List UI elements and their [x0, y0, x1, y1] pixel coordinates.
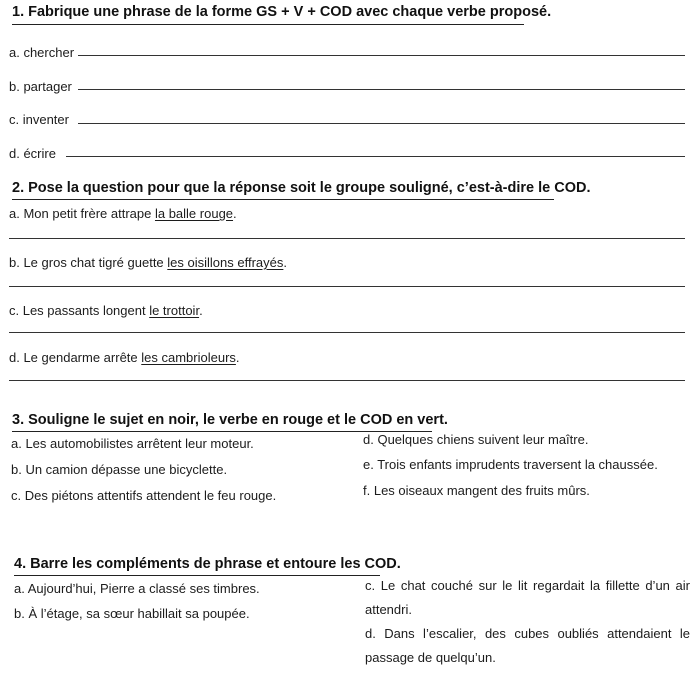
- exercise-1-label-c: c. inventer: [9, 112, 69, 127]
- underlined-cod: les cambrioleurs: [141, 350, 236, 365]
- answer-line-2b[interactable]: [9, 286, 685, 287]
- answer-line-2c[interactable]: [9, 332, 685, 333]
- sentence-text: a. Mon petit frère attrape: [9, 206, 155, 221]
- exercise-4-title: 4. Barre les compléments de phrase et entoure les COD.: [14, 556, 401, 572]
- answer-line-1b[interactable]: [78, 89, 685, 90]
- sentence-text: c. Les passants longent: [9, 303, 150, 318]
- exercise-4-title-underline: [14, 575, 380, 576]
- sentence-end: .: [283, 255, 287, 270]
- exercise-4-sentence-d: d. Dans l’escalier, des cubes oubliés attendaient le passage de quelqu’un.: [365, 626, 690, 665]
- underlined-cod: la balle rouge: [154, 206, 234, 221]
- answer-line-1c[interactable]: [78, 123, 685, 124]
- exercise-3-sentence-f: f. Les oiseaux mangent des fruits mûrs.: [363, 483, 590, 498]
- underlined-cod: les oisillons effrayés: [167, 255, 284, 270]
- exercise-1-label-d: d. écrire: [9, 146, 56, 161]
- exercise-3-title: 3. Souligne le sujet en noir, le verbe en rouge et le COD en vert.: [12, 412, 448, 428]
- exercise-3-sentence-a: a. Les automobilistes arrêtent leur moteur.: [11, 436, 254, 451]
- exercise-2-title-underline: [12, 199, 554, 200]
- exercise-2-sentence-b: [9, 255, 287, 270]
- exercise-4-sentence-a: a. Aujourd’hui, Pierre a classé ses timbres.: [14, 581, 260, 596]
- sentence-end: .: [235, 350, 240, 365]
- exercise-4-sentence-b: b. À l’étage, sa sœur habillait sa poupée.: [14, 606, 250, 621]
- exercise-1-title: 1. Fabrique une phrase de la forme GS + V + COD avec chaque verbe proposé.: [12, 4, 552, 20]
- exercise-1-label-b: b. partager: [9, 79, 72, 94]
- answer-line-2a[interactable]: [9, 238, 685, 239]
- sentence-end: .: [199, 303, 203, 318]
- exercise-2-title: 2. Pose la question pour que la réponse soit le groupe souligné, c’est-à-dire le COD.: [12, 180, 591, 196]
- sentence-end: .: [233, 206, 237, 221]
- sentence-text: d. Le gendarme arrête: [9, 350, 142, 365]
- exercise-3-sentence-c: c. Des piétons attentifs attendent le feu rouge.: [11, 488, 277, 503]
- exercise-3-sentence-e: e. Trois enfants imprudents traversent la chaussée.: [363, 457, 658, 472]
- underlined-cod: le trottoir: [149, 303, 200, 318]
- exercise-2-sentence-c: [9, 303, 203, 318]
- exercise-3-sentence-b: b. Un camion dépasse une bicyclette.: [11, 462, 228, 477]
- exercise-3-sentence-d: d. Quelques chiens suivent leur maître.: [363, 432, 589, 447]
- exercise-2-sentence-a: [9, 206, 237, 221]
- answer-line-2d[interactable]: [9, 380, 685, 381]
- exercise-2-sentence-d: [9, 350, 240, 365]
- exercise-1-label-a: a. chercher: [9, 45, 75, 60]
- sentence-text: b. Le gros chat tigré guette: [9, 255, 168, 270]
- exercise-1-title-underline: [12, 24, 524, 25]
- answer-line-1a[interactable]: [78, 55, 685, 56]
- exercise-4-sentence-c: c. Le chat couché sur le lit regardait la fillette d’un air attendri.: [365, 578, 690, 617]
- answer-line-1d[interactable]: [66, 156, 685, 157]
